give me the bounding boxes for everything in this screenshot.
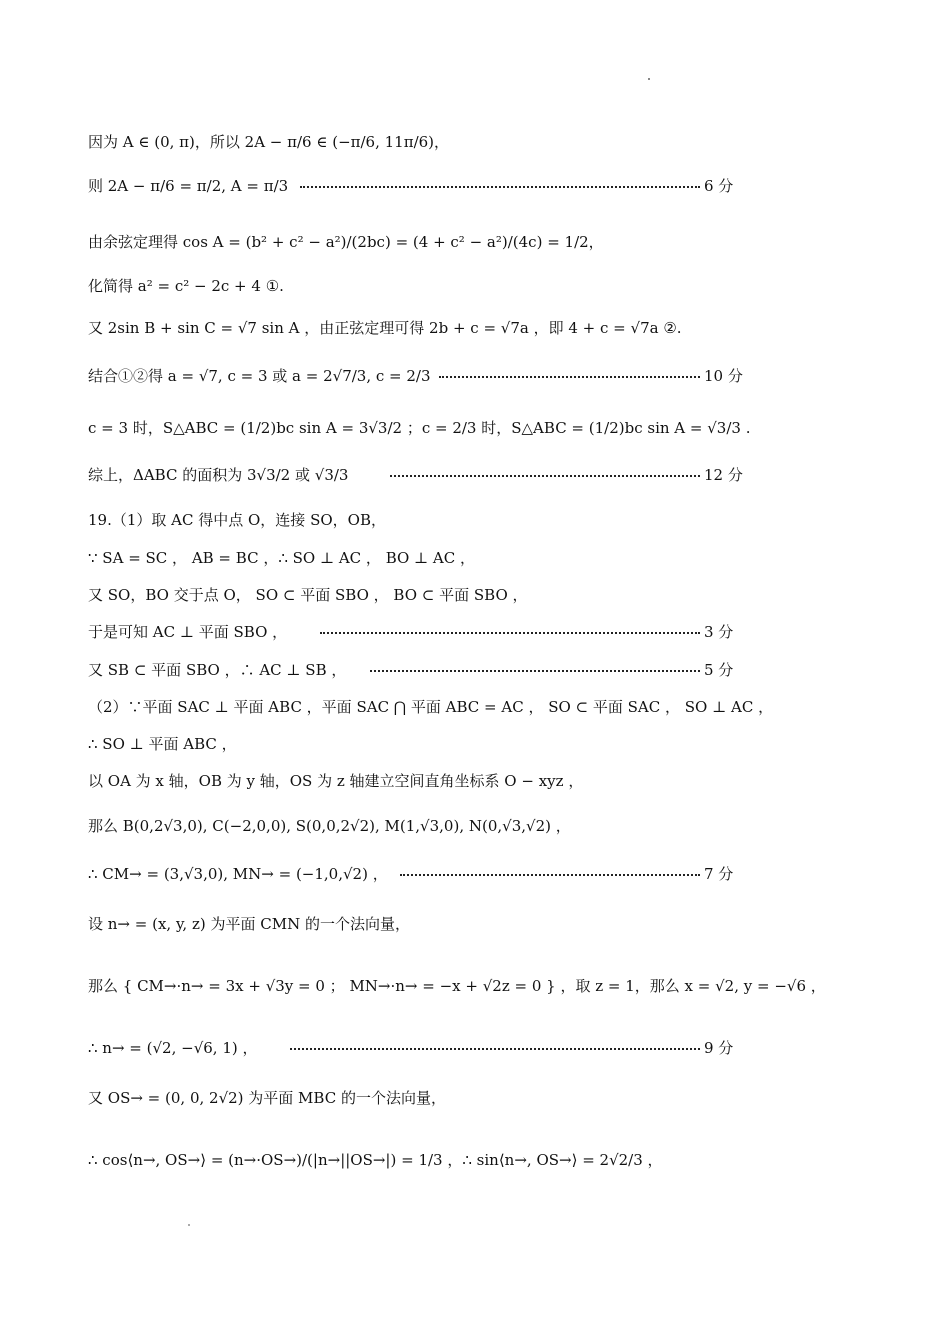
dot-leader: [290, 1048, 700, 1050]
dot-leader: [439, 376, 700, 378]
text-line: 又 SO，BO 交于点 O， SO ⊂ 平面 SBO ， BO ⊂ 平面 SBO ，: [88, 586, 528, 604]
text-line: 结合①②得 a = √7, c = 3 或 a = 2√7/3, c = 2/3: [88, 367, 431, 385]
text-line: 那么 B(0,2√3,0), C(−2,0,0), S(0,0,2√2), M(1,√3,0), N(0,√3,√2) ，: [88, 817, 571, 835]
score-label: 9 分: [704, 1039, 734, 1057]
text-line: ∴ cos⟨n→, OS→⟩ = (n→·OS→)/(|n→||OS→|) = 1/3 ，∴ sin⟨n→, OS→⟩ = 2√2/3 ，: [88, 1151, 663, 1169]
text-line: 那么 { CM→·n→ = 3x + √3y = 0 ； MN→·n→ = −x + √2z = 0 } ，取 z = 1，那么 x = √2, y = −√6 ，: [88, 977, 826, 995]
text-line: 设 n→ = (x, y, z) 为平面 CMN 的一个法向量，: [88, 915, 410, 933]
text-line: 因为 A ∈ (0, π)，所以 2A − π/6 ∈ (−π/6, 11π/6)，: [88, 133, 450, 151]
speck: [188, 1224, 190, 1226]
text-line: 由余弦定理得 cos A = (b² + c² − a²)/(2bc) = (4 + c² − a²)/(4c) = 1/2，: [88, 233, 604, 251]
text-line: 又 2sin B + sin C = √7 sin A ，由正弦定理可得 2b + c = √7a ，即 4 + c = √7a ②.: [88, 319, 682, 337]
score-label: 10 分: [704, 367, 743, 385]
text-line: 综上，ΔABC 的面积为 3√3/2 或 √3/3: [88, 466, 349, 484]
text-line: ∵ SA = SC ， AB = BC ，∴ SO ⊥ AC ， BO ⊥ AC ，: [88, 549, 476, 567]
text-line: c = 3 时，S△ABC = (1/2)bc sin A = 3√3/2 ；c = 2/3 时，S△ABC = (1/2)bc sin A = √3/3 .: [88, 419, 751, 437]
dot-leader: [370, 670, 700, 672]
text-line: 于是可知 AC ⊥ 平面 SBO ，: [88, 623, 288, 641]
text-line: ∴ SO ⊥ 平面 ABC ，: [88, 735, 237, 753]
dot-leader: [400, 874, 700, 876]
dot-leader: [300, 186, 700, 188]
text-line: 则 2A − π/6 = π/2, A = π/3: [88, 177, 289, 195]
speck: [648, 78, 650, 80]
score-label: 3 分: [704, 623, 734, 641]
score-label: 12 分: [704, 466, 743, 484]
dot-leader: [390, 475, 700, 477]
text-line: （2）∵平面 SAC ⊥ 平面 ABC ，平面 SAC ⋂ 平面 ABC = AC ， SO ⊂ 平面 SAC ， SO ⊥ AC ，: [88, 698, 774, 716]
score-label: 6 分: [704, 177, 734, 195]
text-line: ∴ n→ = (√2, −√6, 1) ，: [88, 1039, 258, 1057]
score-label: 7 分: [704, 865, 734, 883]
text-line: 化简得 a² = c² − 2c + 4 ①.: [88, 277, 284, 295]
text-line: 以 OA 为 x 轴，OB 为 y 轴，OS 为 z 轴建立空间直角坐标系 O − xyz ，: [88, 772, 584, 790]
text-line: 又 SB ⊂ 平面 SBO ，∴ AC ⊥ SB ，: [88, 661, 347, 679]
text-line: 又 OS→ = (0, 0, 2√2) 为平面 MBC 的一个法向量，: [88, 1089, 446, 1107]
score-label: 5 分: [704, 661, 734, 679]
dot-leader: [320, 632, 700, 634]
text-line: 19.（1）取 AC 得中点 O，连接 SO，OB，: [88, 511, 386, 529]
text-line: ∴ CM→ = (3,√3,0), MN→ = (−1,0,√2) ，: [88, 865, 388, 883]
